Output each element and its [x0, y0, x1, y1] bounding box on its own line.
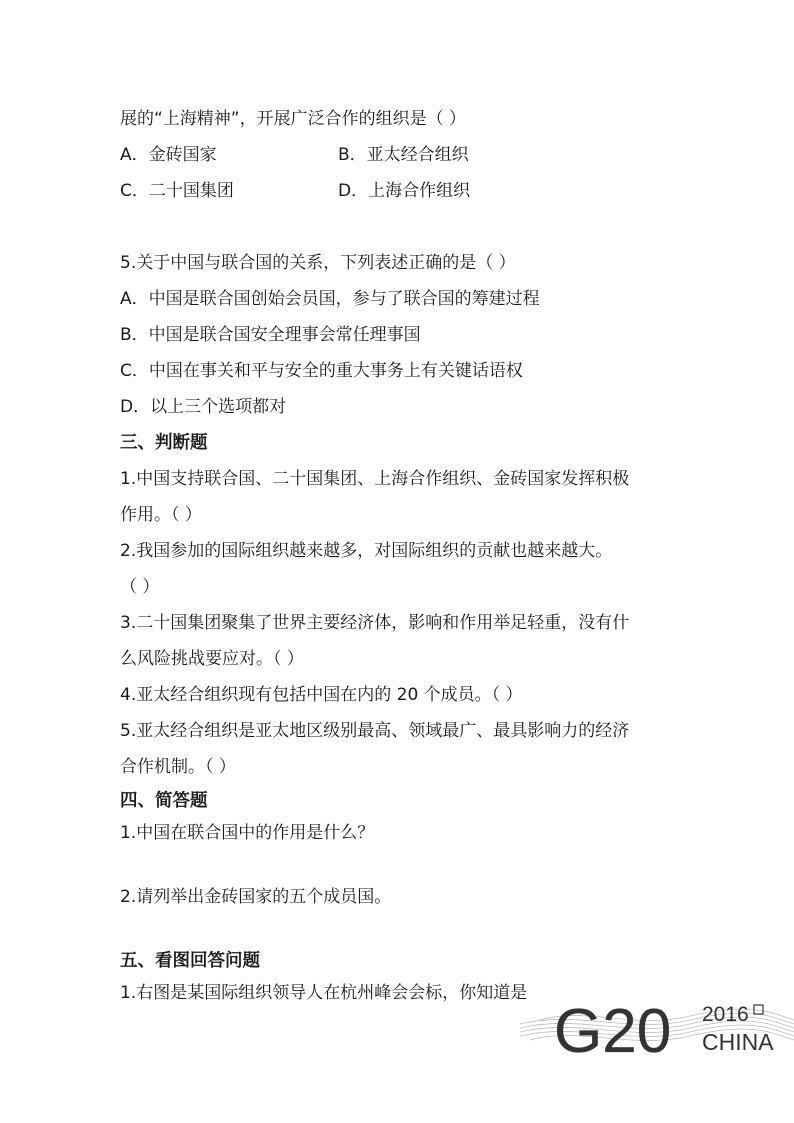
picture-question-q1: 1.右图是某国际组织领导人在杭州峰会会标，你知道是	[120, 983, 528, 1003]
judge-line-8: 5.亚太经合组织是亚太地区级别最高、领域最广、最具影响力的经济	[120, 721, 630, 741]
judge-line-3: 2.我国参加的国际组织越来越多，对国际组织的贡献也越来越大。	[120, 541, 613, 561]
logo-g20-mark: G20	[554, 997, 672, 1062]
judge-line-4: （ ）	[120, 577, 160, 597]
q4-option-c: C．二十国集团	[120, 181, 234, 201]
section5-heading: 五、看图回答问题	[120, 951, 260, 971]
q4-option-d: D．上海合作组织	[338, 181, 471, 201]
g20-hangzhou-logo	[520, 990, 794, 1062]
judge-line-6: 么风险挑战要应对。（ ）	[120, 649, 304, 669]
q4-stem-end: 展的“上海精神”，开展广泛合作的组织是（ ）	[120, 109, 467, 129]
judge-line-2: 作用。（ ）	[120, 505, 202, 525]
logo-year: 2016	[702, 1003, 749, 1026]
q5-option-a: A．中国是联合国创始会员国，参与了联合国的筹建过程	[120, 289, 540, 309]
q5-option-b: B．中国是联合国安全理事会常任理事国	[120, 325, 421, 345]
section3-heading: 三、判断题	[120, 433, 208, 453]
judge-line-9: 合作机制。（ ）	[120, 757, 236, 777]
q5-option-c: C．中国在事关和平与安全的重大事务上有关键话语权	[120, 361, 523, 381]
judge-line-1: 1.中国支持联合国、二十国集团、上海合作组织、金砖国家发挥积极	[120, 469, 630, 489]
q4-option-a: A．金砖国家	[120, 145, 217, 165]
q4-option-b: B．亚太经合组织	[338, 145, 469, 165]
q5-option-d: D．以上三个选项都对	[120, 397, 287, 417]
logo-country: CHINA	[702, 1029, 774, 1055]
short-answer-q1: 1.中国在联合国中的作用是什么？	[120, 823, 375, 843]
judge-line-7: 4.亚太经合组织现有包括中国在内的 20 个成员。（ ）	[120, 685, 523, 705]
judge-line-5: 3.二十国集团聚集了世界主要经济体，影响和作用举足轻重，没有什	[120, 613, 630, 633]
short-answer-q2: 2.请列举出金砖国家的五个成员国。	[120, 887, 392, 907]
section4-heading: 四、简答题	[120, 791, 208, 811]
q5-stem: 5.关于中国与联合国的关系，下列表述正确的是（ ）	[120, 253, 516, 273]
